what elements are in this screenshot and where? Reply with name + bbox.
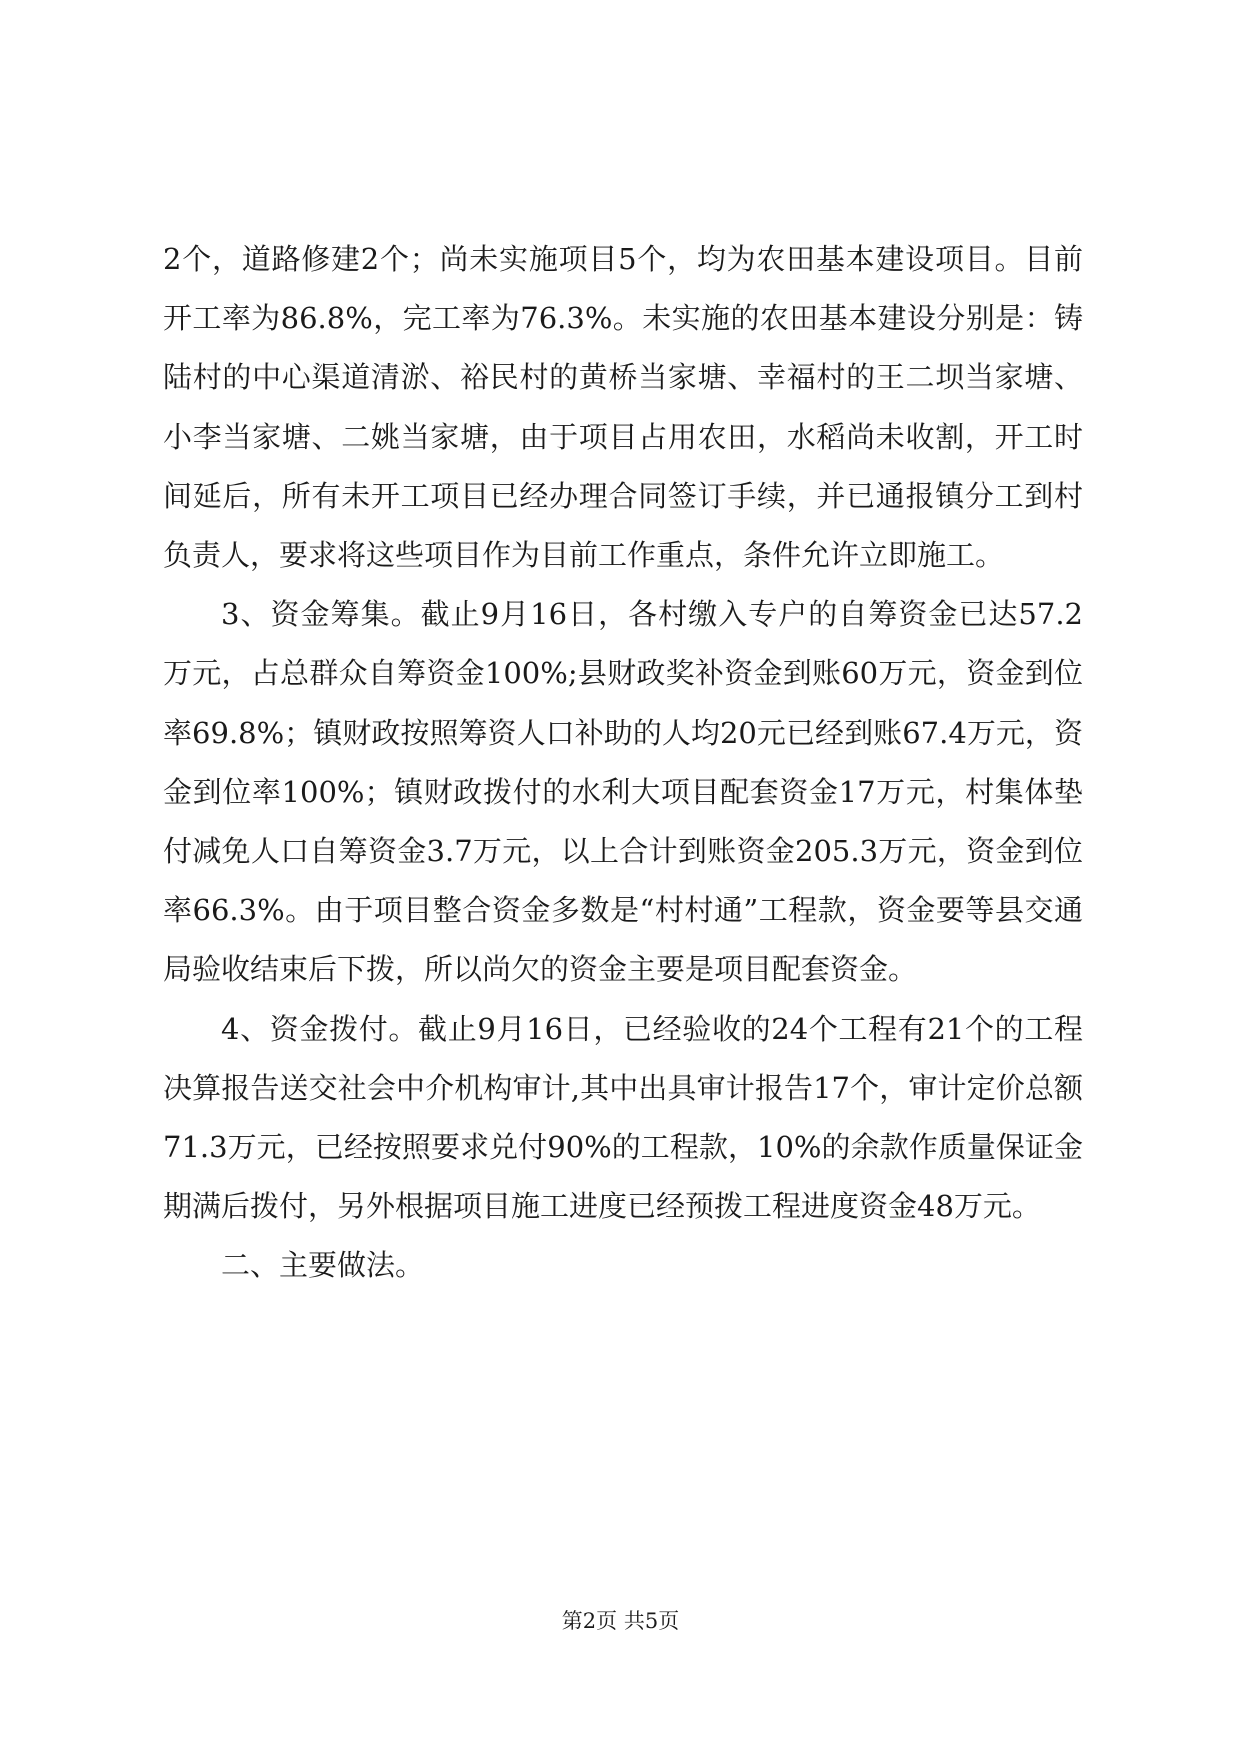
paragraph-fund-raising: 3、资金筹集。截止9月16日，各村缴入专户的自筹资金已达57.2万元，占总群众自筹资金100%;县财政奖补资金到账60万元，资金到位率69.8%；镇财政按照筹资人口补助的人均20元已经到账67.4万元，资金到位率100%；镇财政拨付的水利大项目配套资金17万元，村集体垫付减免人口自筹资金3.7万元，以上合计到账资金205.3万元，资金到位率66.3%。由于项目整合资金多数是“村村通”工程款，资金要等县交通局验收结束后下拨，所以尚欠的资金主要是项目配套资金。 <box>163 597 1083 987</box>
document-body <box>163 230 1083 1296</box>
paragraph-project-status: 2个，道路修建2个；尚未实施项目5个，均为农田基本建设项目。目前开工率为86.8%，完工率为76.3%。未实施的农田基本建设分别是：铸陆村的中心渠道清淤、裕民村的黄桥当家塘、幸福村的王二坝当家塘、小李当家塘、二姚当家塘，由于项目占用农田，水稻尚未收割，开工时间延后，所有未开工项目已经办理合同签订手续，并已通报镇分工到村负责人，要求将这些项目作为目前工作重点，条件允许立即施工。 <box>163 242 1083 573</box>
section-heading-main-practices: 二、主要做法。 <box>221 1248 425 1283</box>
page-number-footer: 第2页 共5页 <box>561 1609 680 1633</box>
paragraph-fund-disbursement: 4、资金拨付。截止9月16日，已经验收的24个工程有21个的工程决算报告送交社会中介机构审计,其中出具审计报告17个，审计定价总额71.3万元，已经按照要求兑付90%的工程款，10%的余款作质量保证金期满后拨付，另外根据项目施工进度已经预拨工程进度资金48万元。 <box>163 1011 1083 1224</box>
